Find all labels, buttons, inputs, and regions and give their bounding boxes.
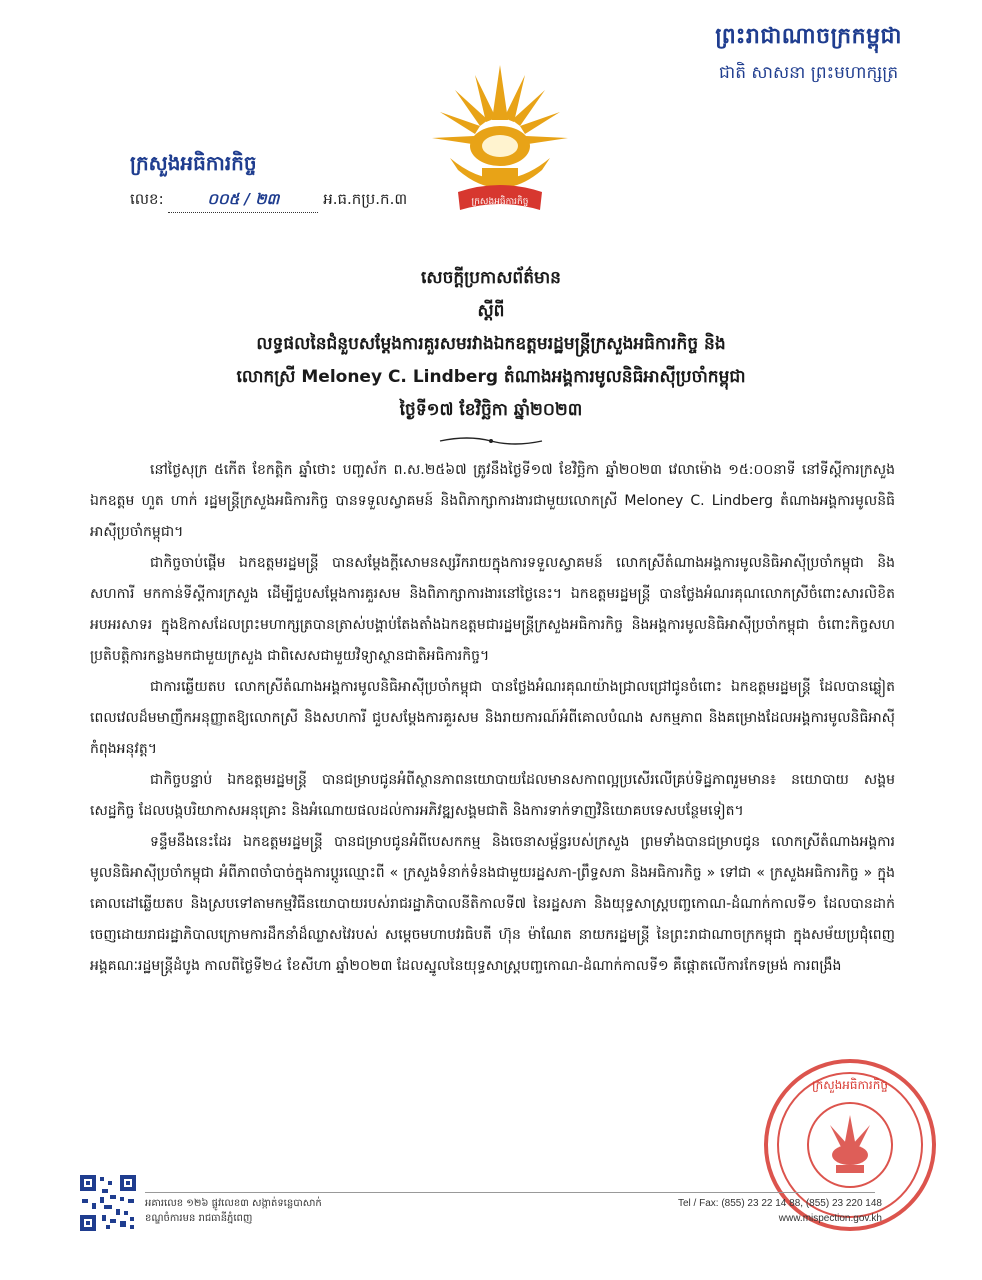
ornamental-divider-icon (438, 434, 544, 448)
kingdom-header (715, 22, 902, 87)
ministry-emblem-icon (420, 60, 580, 220)
paragraph-3: ជាការឆ្លើយតប លោកស្រីតំណាងអង្គការមូលនិធិអាស៊ីប្រចាំកម្ពុជា បានថ្លែងអំណរគុណយ៉ាងជ្រាលជ្រៅជូនចំពោះ ឯកឧត្តមរដ្ឋមន្ត្រី ដែលបានឆ្លៀតពេលវេលដ៏មមាញឹកអនុញ្ញាតឱ្យលោកស្រី និងសហការី ជួបសម្តែងការគួរសម និងរាយការណ៍អំពីគោលបំណង សកម្មភាព និងគម្រោងដែលអង្គការមូលនិធិអាស៊ីកំពុងអនុវត្ត។ (90, 679, 895, 757)
title-line-3: លទ្ធផលនៃជំនួបសម្តែងការគួរសមរវាងឯកឧត្តមរដ្ឋមន្ត្រីក្រសួងអធិការកិច្ច និង (256, 334, 726, 354)
ref-suffix: អ.ធ.កប្រ.ក.៣ (323, 190, 408, 208)
ref-number: ០០៥ / ២៣ (168, 190, 318, 213)
title-line-5: ថ្ងៃទី១៧ ខែវិច្ឆិកា ឆ្នាំ២០២៣ (399, 400, 583, 420)
website-link[interactable]: www.mispection.gov.kh (778, 1213, 882, 1224)
address-line-1: អគារលេខ ១២៦ ផ្លូវលេខ៣ សង្កាត់ទន្លេបាសាក់ (145, 1198, 322, 1209)
tel-fax: Tel / Fax: (855) 23 22 14 88, (855) 23 220 148 (677, 1198, 882, 1209)
ministry-name: ក្រសួងអធិការកិច្ច (130, 151, 257, 175)
address-line-2: ខណ្ឌចំការមន រាជធានីភ្នំពេញ (145, 1213, 253, 1224)
kingdom-title: ព្រះរាជាណាចក្រកម្ពុជា (715, 24, 902, 49)
national-motto: ជាតិ សាសនា ព្រះមហាក្សត្រ (719, 63, 899, 83)
title-line-1: សេចក្តីប្រកាសព័ត៌មាន (421, 268, 561, 288)
title-line-4: លោកស្រី Meloney C. Lindberg តំណាងអង្គការមូលនិធិអាស៊ីប្រចាំកម្ពុជា (236, 367, 746, 387)
title-line-2: ស្តីពី (477, 301, 505, 321)
qr-code-icon (80, 1175, 136, 1231)
paragraph-4: ជាកិច្ចបន្ទាប់ ឯកឧត្តមរដ្ឋមន្ត្រី បានជម្រាបជូនអំពីស្ថានភាពនយោបាយដែលមានសកាពល្អប្រសើរលើគ្រប់ទិដ្ឋភាពរួមមាន៖ នយោបាយ សង្គម សេដ្ឋកិច្ច ដែលបង្កបរិយាកាសអនុគ្រោះ និងអំណោយផលដល់ការអភិវឌ្ឍសង្គមជាតិ និងការទាក់ទាញវិនិយោគបទេសបន្ថែមទៀត។ (90, 772, 895, 819)
document-title (60, 262, 922, 427)
document-body (90, 455, 895, 982)
ref-label: លេខ: (130, 190, 164, 208)
footer-contact (678, 1196, 882, 1226)
emblem-label: ក្រសួងអធិការកិច្ច (471, 197, 529, 207)
reference-number (130, 190, 407, 213)
paragraph-1: នៅថ្ងៃសុក្រ ៥កើត ខែកត្តិក ឆ្នាំថោះ បញ្ចស័ក ព.ស.២៥៦៧ ត្រូវនឹងថ្ងៃទី១៧ ខែវិច្ឆិកា ឆ្នាំ២០២៣ វេលាម៉ោង ១៥:០០នាទី នៅទីស្តីការក្រសួង ឯកឧត្តម ហួត ហាក់ រដ្ឋមន្ត្រីក្រសួងអធិការកិច្ច បានទទួលស្វាគមន៍ និងពិភាក្សាការងារជាមួយលោកស្រី Meloney C. Lindberg តំណាងអង្គការមូលនិធិអាស៊ីប្រចាំកម្ពុជា។ (90, 462, 895, 540)
paragraph-5: ទន្ទឹមនឹងនេះដែរ ឯកឧត្តមរដ្ឋមន្ត្រី បានជម្រាបជូនអំពីបេសកកម្ម និងចេនាសម្ព័ន្ធរបស់ក្រសួង ព្រមទាំងបានជម្រាបជូន លោកស្រីតំណាងអង្គការមូលនិធិអាស៊ីប្រចាំកម្ពុជា អំពីភាពចាំបាច់ក្នុងការប្តូរឈ្មោះពី « ក្រសួងទំនាក់ទំនងជាមួយរដ្ឋសភា-ព្រឹទ្ធសភា និងអធិការកិច្ច » ទៅជា « ក្រសួងអធិការកិច្ច » ក្នុងគោលដៅឆ្លើយតប និងស្របទៅតាមកម្មវិធីនយោបាយរបស់រាជរដ្ឋាភិបាលនីតិកាលទី៧ នៃរដ្ឋសភា និងយុទ្ធសាស្ត្របញ្ចកោណ-ដំណាក់កាលទី១ ដែលបានដាក់ចេញដោយរាជរដ្ឋាភិបាលក្រោមការដឹកនាំដ៏ឈ្លាសវៃរបស់ សម្តេចមហាបវរធិបតី ហ៊ុន ម៉ាណែត នាយករដ្ឋមន្ត្រី នៃព្រះរាជាណាចក្រកម្ពុជា ក្នុងសម័យប្រជុំពេញអង្គគណៈរដ្ឋមន្ត្រីដំបូង កាលពីថ្ងៃទី២៤ ខែសីហា ឆ្នាំ២០២៣ ដែលស្នូលនៃយុទ្ធសាស្ត្របញ្ចកោណ-ដំណាក់កាលទី១ គឺផ្តោតលើការកែទម្រង់ ការពង្រឹង (90, 834, 895, 974)
footer-divider (145, 1192, 875, 1193)
seal-label: ក្រសួងអធិការកិច្ច (812, 1078, 888, 1092)
paragraph-2: ជាកិច្ចចាប់ផ្តើម ឯកឧត្តមរដ្ឋមន្ត្រី បានសម្តែងក្តីសោមនស្សរីករាយក្នុងការទទួលស្វាគមន៍ លោកស្រីតំណាងអង្គការមូលនិធិអាស៊ីប្រចាំកម្ពុជា និងសហការី មកកាន់ទីស្តីការក្រសួង ដើម្បីជួបសម្តែងការគួរសម និងពិភាក្សាការងារនៅថ្ងៃនេះ។ ឯកឧត្តមរដ្ឋមន្ត្រី បានថ្លែងអំណរគុណលោកស្រីចំពោះសារលិខិតអបអរសាទរ ក្នុងឱកាសដែលព្រះមហាក្សត្របានត្រាស់បង្គាប់តែងតាំងឯកឧត្តមជារដ្ឋមន្ត្រីក្រសួងអធិការកិច្ច និងអង្គការមូលនិធិអាស៊ីប្រចាំកម្ពុជា ចំពោះកិច្ចសហប្រតិបត្តិការកន្លងមកជាមួយក្រសួង ជាពិសេសជាមួយវិទ្យាស្ថានជាតិអធិការកិច្ច។ (90, 555, 895, 664)
footer-address (145, 1196, 322, 1226)
